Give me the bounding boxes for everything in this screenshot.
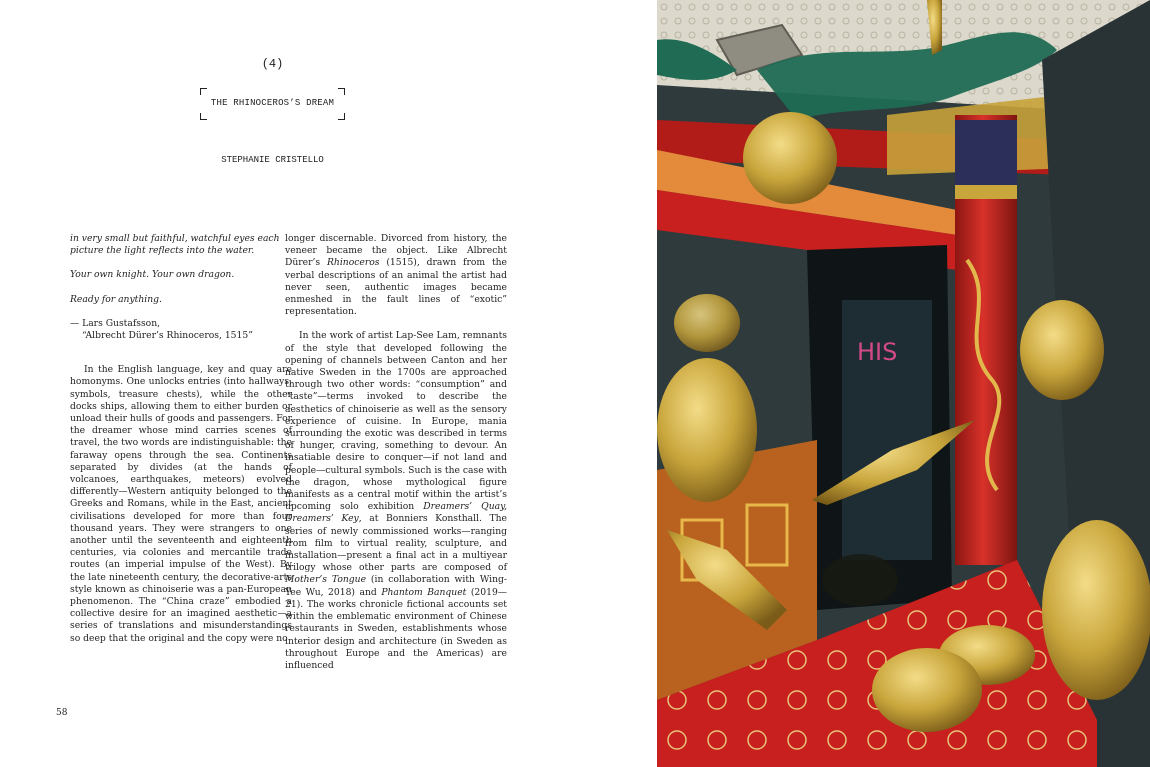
text-run: (1515), drawn from the verbal descriptions of an animal the artist had never seen, authentic images became enmeshed in the fault lines of “exotic” representation. (285, 257, 507, 318)
page-number: 58 (56, 708, 68, 718)
pillar-cap (955, 120, 1017, 190)
body-paragraph (285, 330, 507, 672)
gold-disc (674, 294, 740, 352)
text-run: longer discernable. Divorced from history, the veneer became the object. Like Albrecht Dürer’s (285, 233, 507, 269)
dark-disc (822, 554, 898, 606)
bracket-corner-icon (200, 88, 207, 95)
body-paragraph (285, 233, 507, 318)
text-run: , at Bonniers Konsthall. The series of newly commissioned works—ranging from film to virtual reality, sculpture, and installation—present a final act in a multiyear trilogy whose other parts are composed of (285, 513, 507, 574)
bracket-corner-icon (200, 113, 207, 120)
artwork-title: Phantom Banquet (381, 586, 467, 598)
text-column-left (70, 233, 292, 645)
text-run: (2019—21). The works chronicle fictional accounts set within the emblematic environment of Chinese restaurants in Sweden, establishments whose interior design and architecture (in Sweden as throughout Europe and the Americas) are influenced (285, 586, 507, 671)
gold-disc (657, 358, 757, 502)
title-box (200, 88, 345, 120)
text-column-right (285, 233, 507, 672)
gold-disc (1020, 300, 1104, 400)
epigraph-line: Your own knight. Your own dragon. (70, 269, 235, 281)
gold-disc (1042, 520, 1150, 700)
gold-disc (872, 648, 982, 732)
epigraph-attribution: — Lars Gustafsson, (70, 317, 161, 329)
epigraph-line: Ready for anything. (70, 293, 162, 305)
text-run: (in collaboration with Wing-Yee Wu, 2018) and (285, 574, 507, 598)
installation-photo (657, 0, 1150, 767)
exhibition-title: Dreamers’ Quay, Dreamers’ Key (285, 501, 507, 525)
bracket-corner-icon (338, 88, 345, 95)
pillar-band (955, 185, 1017, 199)
epigraph-line: in very small but faithful, watchful eyes each picture the light reflects into the water. (70, 233, 280, 257)
bracket-corner-icon (338, 113, 345, 120)
body-paragraph: In the English language, key and quay are homonyms. One unlocks entries (into hallways, symbols, treasure chests), while the other docks ships, allowing them to either burden or unload their hulls of goods and passengers. For the dreamer whose mind carries scenes of travel, the two words are indistinguishable: the faraway opens through the sea. Continents separated by divides (at the hands of volcanoes, earthquakes, meteors) evolved differently—Western antiquity belonged to the Greeks and Romans, while in the East, ancient civilisations developed for more than four thousand years. They were strangers to one another until the seventeenth and eighteenth centuries, via colonies and mercantile trade routes (an imperial impulse of the West). By the late nineteenth century, the decorative-arts style known as chinoiserie was a pan-European phenomenon. The “China craze” embodied a collective desire for an imagined aesthetic—a series of translations and misunderstandings so deep that the original and the copy were no (70, 364, 292, 644)
neon-sign: HIS (857, 338, 898, 366)
artwork-title: Rhinoceros (327, 257, 380, 269)
gold-disc (743, 112, 837, 204)
artwork-title: Mother’s Tongue (285, 574, 367, 586)
chapter-number: (4) (261, 57, 284, 71)
article-title: THE RHINOCEROS’S DREAM (210, 98, 335, 108)
author-byline: STEPHANIE CRISTELLO (221, 155, 324, 165)
text-run: In the work of artist Lap-See Lam, remnants of the style that developed following the opening of channels between Canton and her native Sweden in the 1700s are approached through two other words: “consumption” and “taste”—terms invoked to describe the aesthetics of chinoiserie as well as the sensory experience of cuisine. In Europe, mania surrounding the exotic was described in terms of hunger, craving, something to devour. An insatiable desire to conquer—if not land and people—cultural symbols. Such is the case with the dragon, whose mythological figure manifests as a central motif within the artist’s upcoming solo exhibition (285, 330, 507, 513)
epigraph-source: “Albrecht Dürer’s Rhinoceros, 1515” (82, 330, 253, 342)
photo-illustration (657, 0, 1150, 767)
